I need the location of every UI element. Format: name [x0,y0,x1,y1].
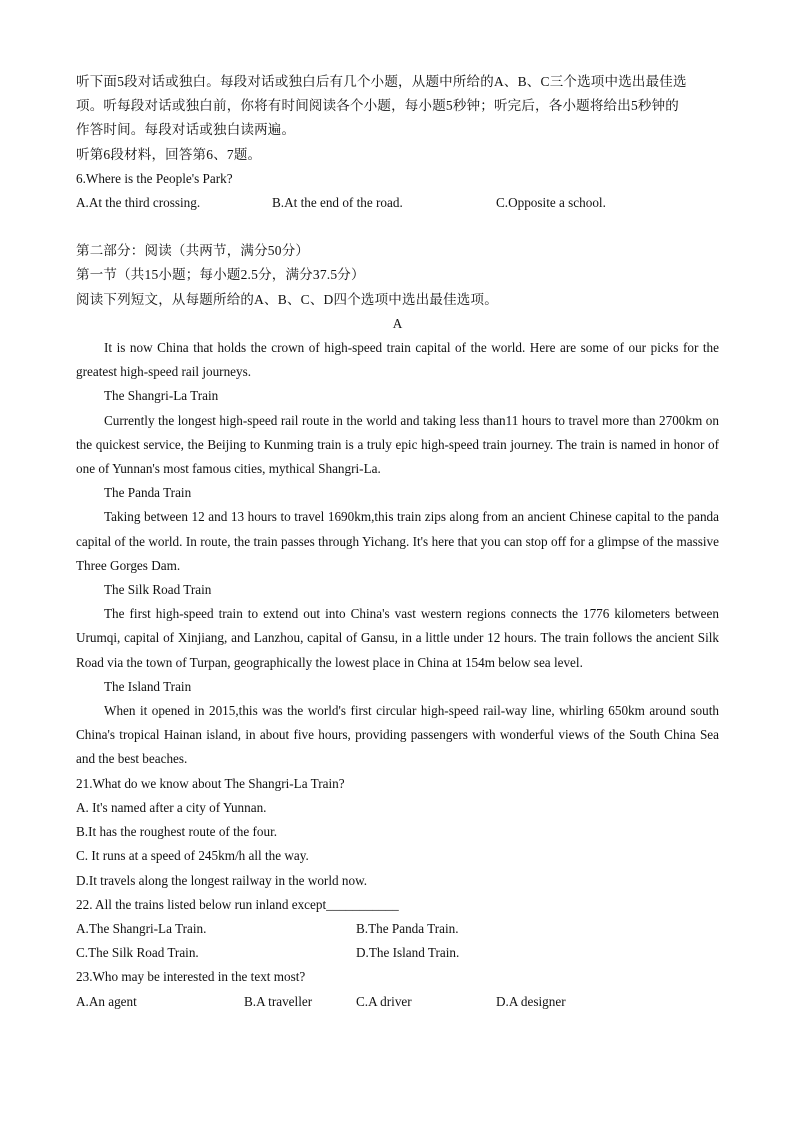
option-d: D.A designer [496,993,566,1009]
instruction-line: 项。听每段对话或独白前，你将有时间阅读各个小题，每小题5秒钟；听完后，各小题将给出5秒钟的 [76,98,679,114]
option-c: C.The Silk Road Train. [76,945,199,961]
option-b: B.At the end of the road. [272,195,403,211]
passage-intro: It is now China that holds the crown of high-speed train capital of the world. Here are some of our picks for the greatest high-speed rail journeys. [76,340,719,380]
passage-label: A [392,315,403,331]
train-heading: The Island Train [104,678,192,694]
question-6-stem: 6.Where is the People's Park? [76,170,233,186]
option-a: A.At the third crossing. [76,195,201,211]
section-title: 第一节（共15小题；每小题2.5分，满分37.5分） [76,267,365,283]
option-c: C. It runs at a speed of 245km/h all the way. [76,848,309,864]
question-23-stem: 23.Who may be interested in the text most? [76,969,306,985]
option-c: C.Opposite a school. [496,195,606,211]
question-22-stem: 22. All the trains listed below run inland except___________ [76,896,399,912]
question-21-stem: 21.What do we know about The Shangri-La Train? [76,775,345,791]
train-paragraph: Taking between 12 and 13 hours to travel 1690km,this train zips along from an ancient Chinese capital to the panda capital of the world. In route, the train passes through Yichang. It's here that you can stop off for a glimpse of the massive Three Gorges Dam. [76,509,719,573]
option-c: C.A driver [356,993,412,1009]
instruction-line: 作答时间。每段对话或独白读两遍。 [76,122,296,138]
question-23-options [76,990,719,1014]
option-d: D.It travels along the longest railway in the world now. [76,872,368,888]
question-22-options-row-2 [76,941,719,965]
listening-instructions [76,70,719,143]
part-title: 第二部分：阅读（共两节，满分50分） [76,243,310,259]
section-gap [76,215,719,239]
train-paragraph: Currently the longest high-speed rail route in the world and taking less than11 hours to travel more than 2700km on the quickest service, the Beijing to Kunming train is a truly epic high-speed train journey. The train is named in honor of one of Yunnan's most famous cities, mythical Shangri-La. [76,412,719,477]
train-heading: The Panda Train [104,485,192,501]
option-a: A.An agent [76,993,137,1009]
option-b: B.It has the roughest route of the four. [76,824,278,840]
question-6-options [76,191,719,215]
option-a: A. It's named after a city of Yunnan. [76,799,267,815]
train-paragraph: The first high-speed train to extend out into China's vast western regions connects the 1776 kilometers between Urumqi, capital of Xinjiang, and Lanzhou, capital of Gansu, in a little under 12 hours. The train follows the ancient Silk Road via the town of Turpan, geographically the lowest place in China at 154m below sea level. [76,606,719,670]
material-note: 听第6段材料，回答第6、7题。 [76,146,262,162]
reading-directions: 阅读下列短文，从每题所给的A、B、C、D四个选项中选出最佳选项。 [76,291,498,307]
option-b: B.The Panda Train. [356,920,459,936]
option-a: A.The Shangri-La Train. [76,920,207,936]
train-heading: The Shangri-La Train [104,388,219,404]
instruction-line: 听下面5段对话或独白。每段对话或独白后有几个小题，从题中所给的A、B、C三个选项中选出最佳选 [76,74,687,89]
exam-page [76,70,719,1014]
option-d: D.The Island Train. [356,945,460,961]
option-b: B.A traveller [244,993,313,1009]
train-heading: The Silk Road Train [104,582,212,598]
train-paragraph: When it opened in 2015,this was the world's first circular high-speed rail-way line, whirling 650km around south China's tropical Hainan island, in about five hours, providing passengers with wonderful views of the South China Sea and the best beaches. [76,703,719,767]
question-22-options-row-1 [76,917,719,941]
